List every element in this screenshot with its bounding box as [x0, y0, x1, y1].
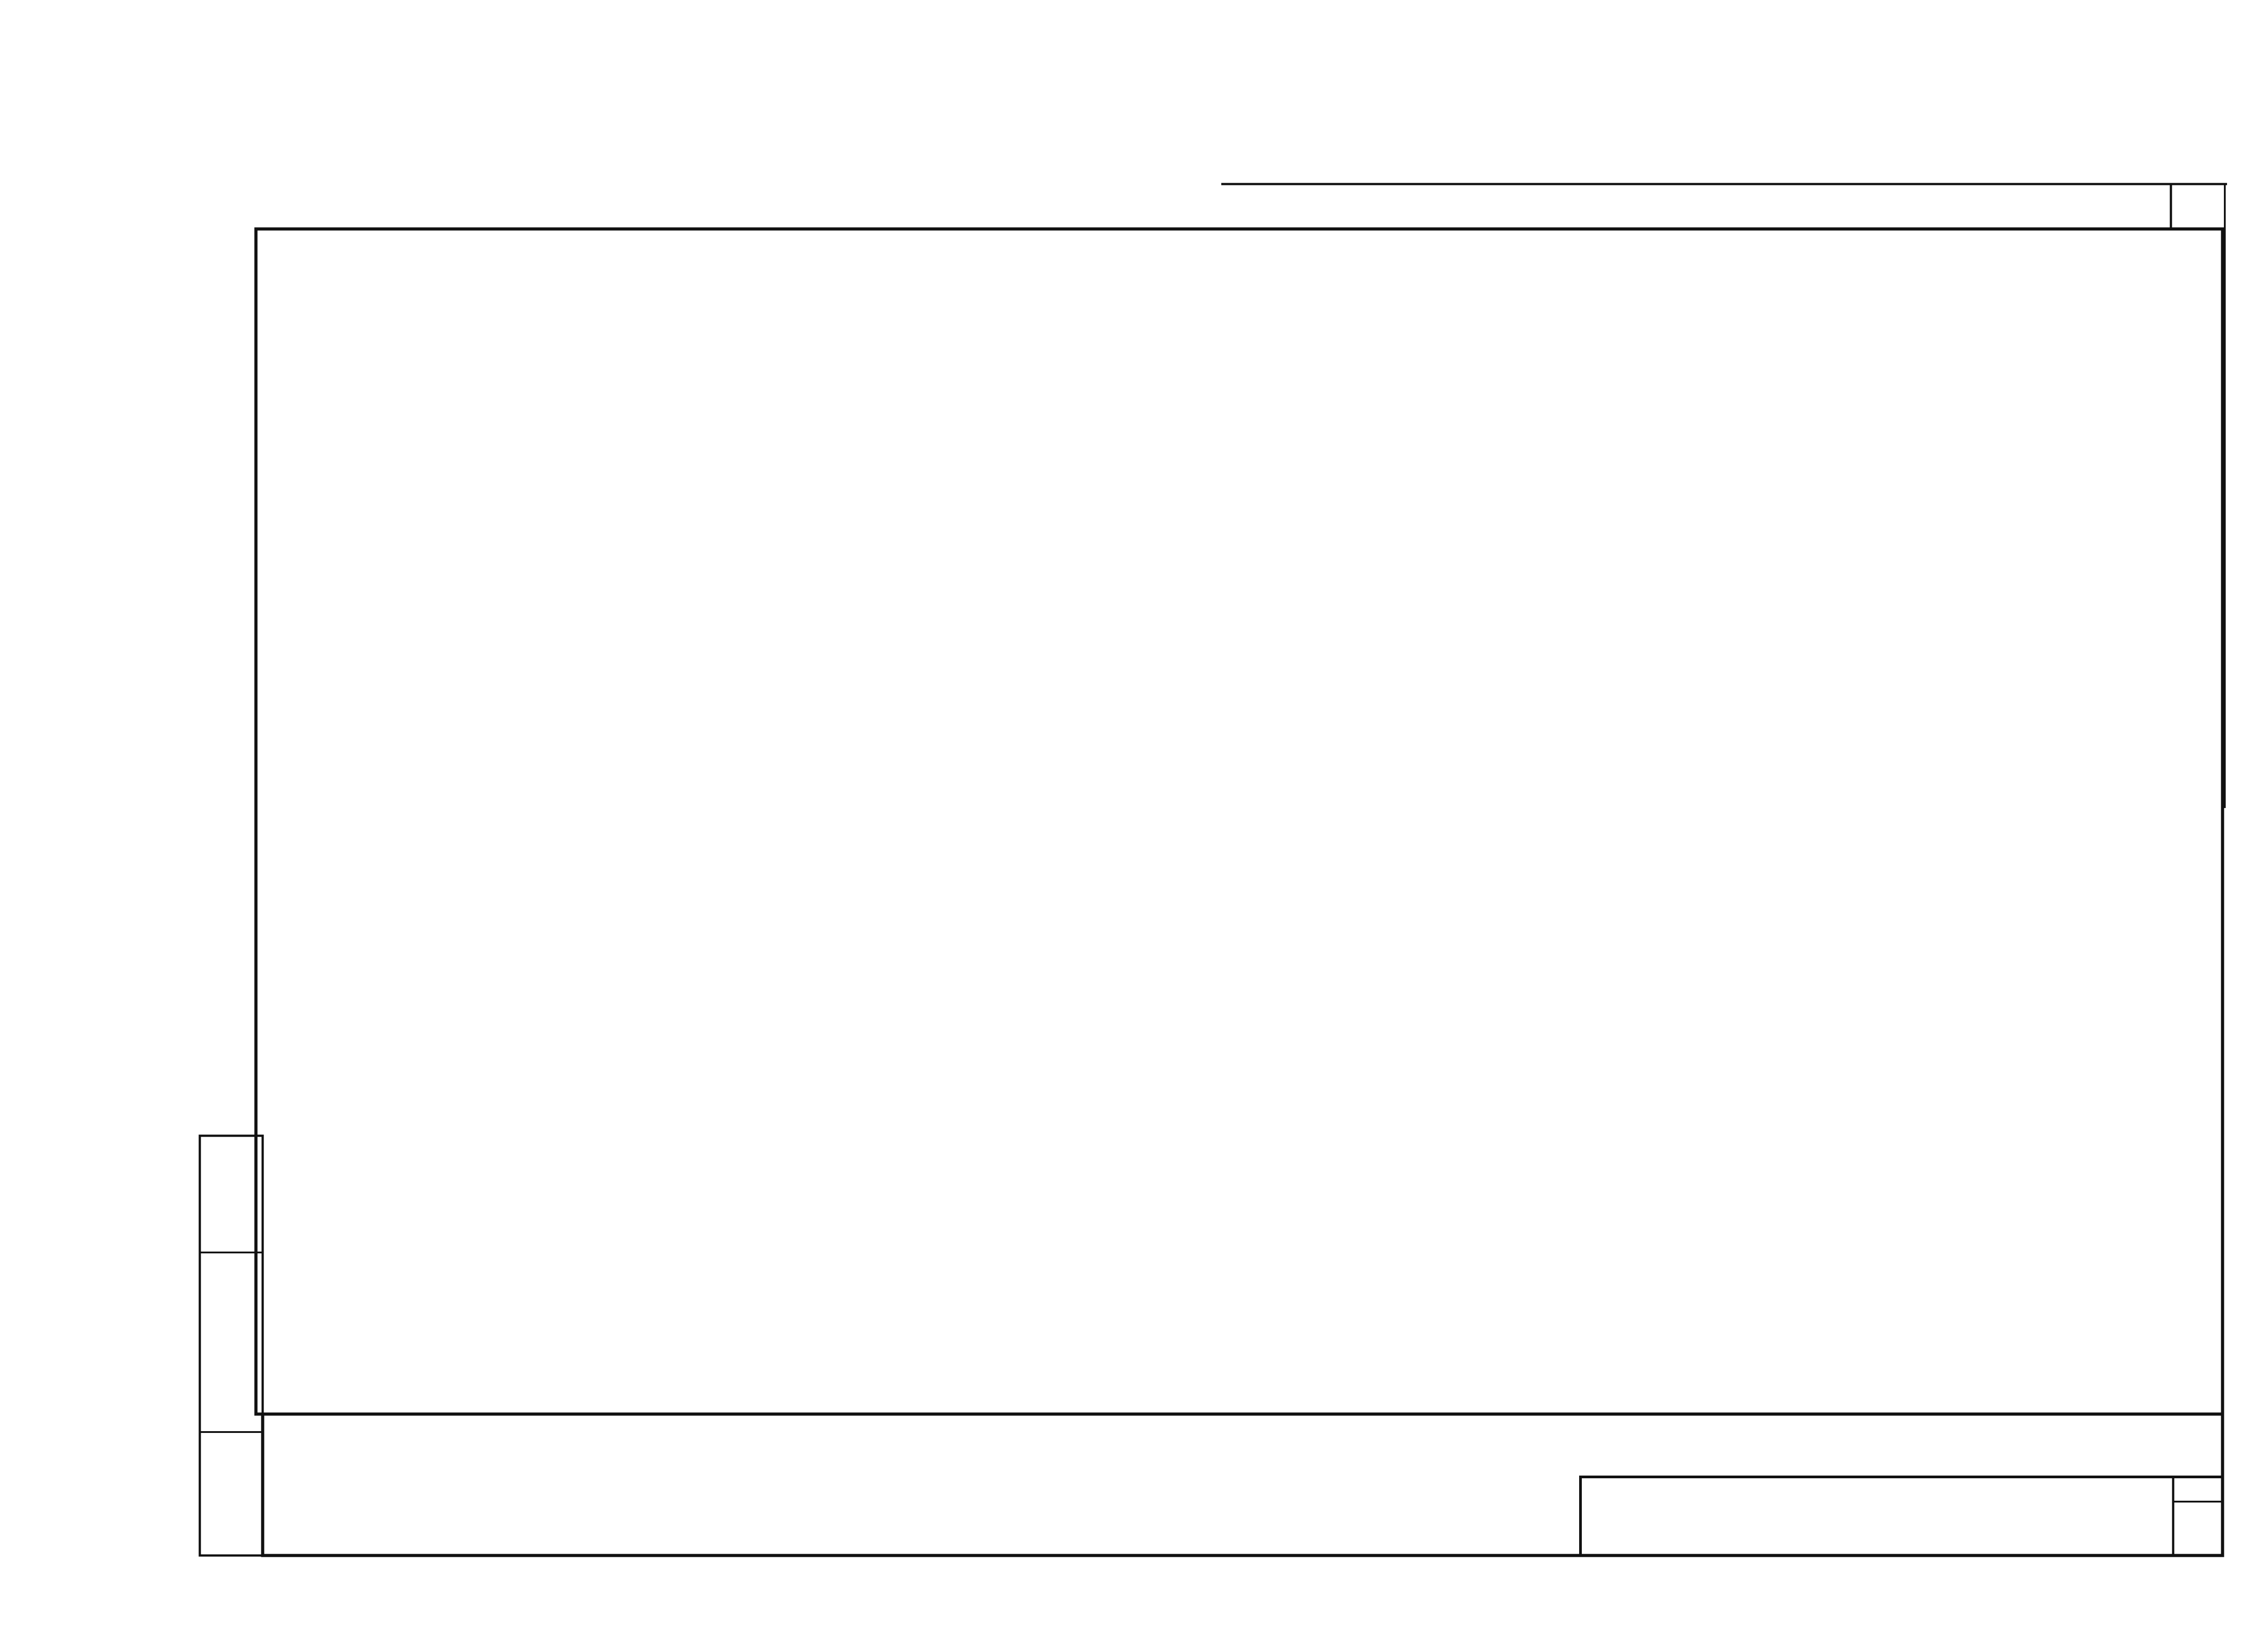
table-grid: [200, 184, 2227, 1555]
